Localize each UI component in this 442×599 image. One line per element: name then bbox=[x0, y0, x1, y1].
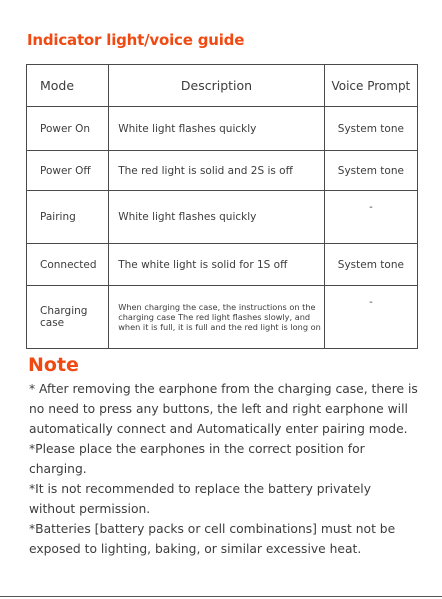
note-paragraph: *Batteries [battery packs or cell combinations] must not be exposed to lighting, baking, or similar excessive heat. bbox=[29, 522, 396, 556]
table-header-row bbox=[27, 65, 418, 107]
note-title: Note bbox=[28, 354, 79, 376]
row-description: White light flashes quickly bbox=[109, 191, 325, 244]
row-description: The white light is solid for 1S off bbox=[109, 244, 325, 286]
note-paragraph: *It is not recommended to replace the battery privately without permission. bbox=[29, 482, 371, 516]
row-voice-prompt: System tone bbox=[324, 244, 417, 286]
row-voice-prompt: System tone bbox=[324, 107, 417, 151]
table-row bbox=[27, 244, 418, 286]
row-voice-prompt: System tone bbox=[324, 151, 417, 191]
row-voice-prompt: - bbox=[324, 286, 417, 349]
row-mode: Charging case bbox=[27, 286, 109, 349]
row-mode: Power On bbox=[27, 107, 109, 151]
row-description: White light flashes quickly bbox=[109, 107, 325, 151]
row-description: The red light is solid and 2S is off bbox=[109, 151, 325, 191]
indicator-guide-table bbox=[26, 64, 418, 349]
row-description: When charging the case, the instructions on the charging case The red light flashes slowly, and when it is full, it is full and the red light is long on bbox=[109, 286, 325, 349]
row-mode: Connected bbox=[27, 244, 109, 286]
guide-title: Indicator light/voice guide bbox=[27, 31, 245, 49]
note-paragraph: *Please place the earphones in the correct position for charging. bbox=[29, 442, 365, 476]
table-row bbox=[27, 151, 418, 191]
table-row bbox=[27, 286, 418, 349]
header-mode: Mode bbox=[27, 65, 109, 107]
header-description: Description bbox=[109, 65, 325, 107]
header-voice-prompt: Voice Prompt bbox=[324, 65, 417, 107]
row-voice-prompt: - bbox=[324, 191, 417, 244]
table-row bbox=[27, 107, 418, 151]
note-body bbox=[29, 379, 419, 559]
page-divider bbox=[0, 596, 442, 597]
note-paragraph: * After removing the earphone from the charging case, there is no need to press any buttons, the left and right earphone will automatically connect and Automatically enter pairing mode. bbox=[29, 382, 418, 436]
table-row bbox=[27, 191, 418, 244]
row-mode: Pairing bbox=[27, 191, 109, 244]
row-mode: Power Off bbox=[27, 151, 109, 191]
